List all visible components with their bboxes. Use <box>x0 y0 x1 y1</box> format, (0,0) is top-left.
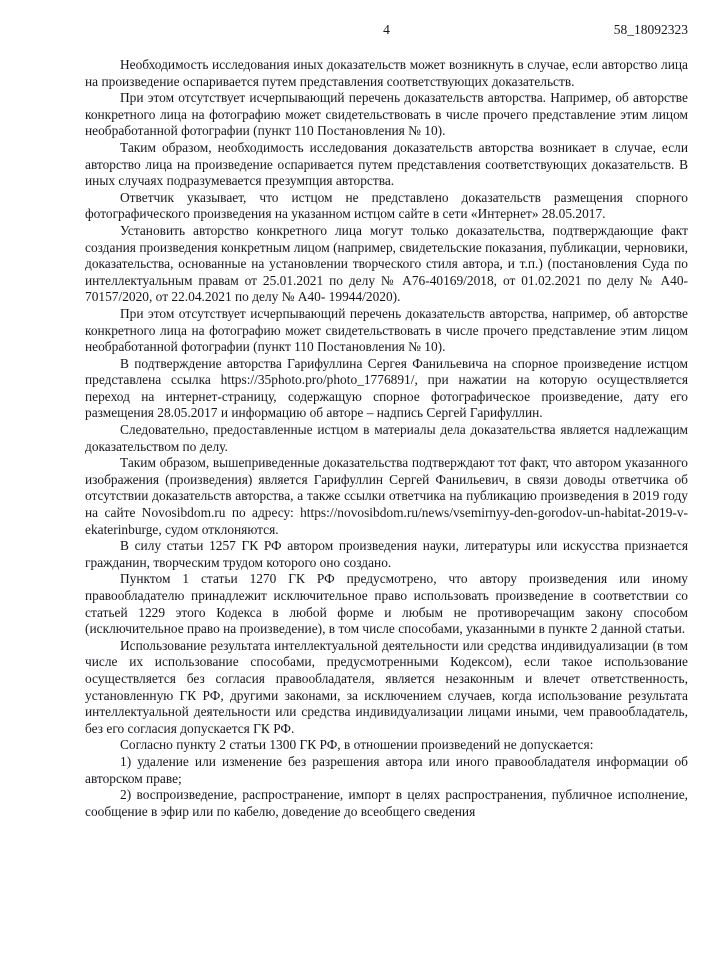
paragraph: При этом отсутствует исчерпывающий перечень доказательств авторства. Например, об авторстве конкретного лица на фотографию может свидетельствовать в числе прочего представление этим лицом необработанной фотографии (пункт 110 Постановления № 10). <box>85 90 688 139</box>
paragraph: Пунктом 1 статьи 1270 ГК РФ предусмотрено, что автору произведения или иному правообладателю принадлежит исключительное право использовать произведение в соответствии со статьей 1229 этого Кодекса в любой форме и любым не противоречащим закону способом (исключительное право на произведение), в том числе способами, указанными в пункте 2 данной статьи. <box>85 571 688 637</box>
paragraph: Необходимость исследования иных доказательств может возникнуть в случае, если авторство лица на произведение оспаривается путем представления соответствующих доказательств. <box>85 57 688 89</box>
paragraph: Следовательно, предоставленные истцом в материалы дела доказательства является надлежащим доказательством по делу. <box>85 422 688 454</box>
paragraph: При этом отсутствует исчерпывающий перечень доказательств авторства, например, об авторстве конкретного лица на фотографию может свидетельствовать в числе прочего представление этим лицом необработанной фотографии (пункт 110 Постановления № 10). <box>85 305 688 355</box>
case-reference: 58_18092323 <box>613 22 688 37</box>
document-body <box>85 57 688 820</box>
paragraph: Согласно пункту 2 статьи 1300 ГК РФ, в отношении произведений не допускается: <box>120 737 594 753</box>
paragraph: 1) удаление или изменение без разрешения автора или иного правообладателя информации об авторском праве; <box>85 753 688 786</box>
paragraph: В подтверждение авторства Гарифуллина Сергея Фанильевича на спорное произведение истцом представлена ссылка https://35photo.pro/photo_1776891/, при нажатии на которую осуществляется переход на интернет-страницу, содержащую спорное фотографическое произведение, дату его размещения 28.05.2017 и информацию об авторе – надпись Сергей Гарифуллин. <box>85 355 688 421</box>
page-header <box>85 0 688 38</box>
paragraph: В силу статьи 1257 ГК РФ автором произведения науки, литературы или искусства признается гражданин, творческим трудом которого оно создано. <box>85 538 688 570</box>
paragraph: Ответчик указывает, что истцом не представлено доказательств размещения спорного фотографического произведения на указанном истцом сайте в сети «Интернет» 28.05.2017. <box>85 189 688 222</box>
paragraph: Таким образом, вышеприведенные доказательства подтверждают тот факт, что автором указанного изображения (произведения) является Гарифуллин Сергей Фанильевич, в связи доводы ответчика об отсутствии доказательств авторства, а также ссылки ответчика на публикацию произведения в 2019 году на сайте Novosibdom.ru по адресу: https://novosibdom.ru/news/vsemirnyy-den-gorodov-un-habitat-2019-v-ekaterinburge, судом отклоняются. <box>85 455 688 537</box>
paragraph: Таким образом, необходимость исследования доказательств авторства возникает в случае, если авторство лица на произведение оспаривается путем представления соответствующих доказательств. В иных случаях подразумевается презумпция авторства. <box>85 139 688 189</box>
page-number: 4 <box>383 22 390 37</box>
paragraph: Использование результата интеллектуальной деятельности или средства индивидуализации (в том числе их использование способами, предусмотренными Кодексом), если такое использование осуществляется без согласия правообладателя, является незаконным и влечет ответственность, установленную ГК РФ, другими законами, за исключением случаев, когда использование результата интеллектуальной деятельности или средства индивидуализации лицами иными, чем правообладатель, без его согласия допускается ГК РФ. <box>85 637 688 736</box>
paragraph: 2) воспроизведение, распространение, импорт в целях распространения, публичное исполнение, сообщение в эфир или по кабелю, доведение до всеобщего сведения <box>85 787 688 819</box>
paragraph: Установить авторство конкретного лица могут только доказательства, подтверждающие факт создания произведения конкретным лицом (например, свидетельские показания, публикации, черновики, доказательства, основанные на установлении творческого стиля автора, и т.п.) (постановления Суда по интеллектуальным правам от 25.01.2021 по делу № А76-40169/2018, от 01.02.2021 по делу № А40-70157/2020, от 22.04.2021 по делу № А40- 19944/2020). <box>85 222 688 305</box>
